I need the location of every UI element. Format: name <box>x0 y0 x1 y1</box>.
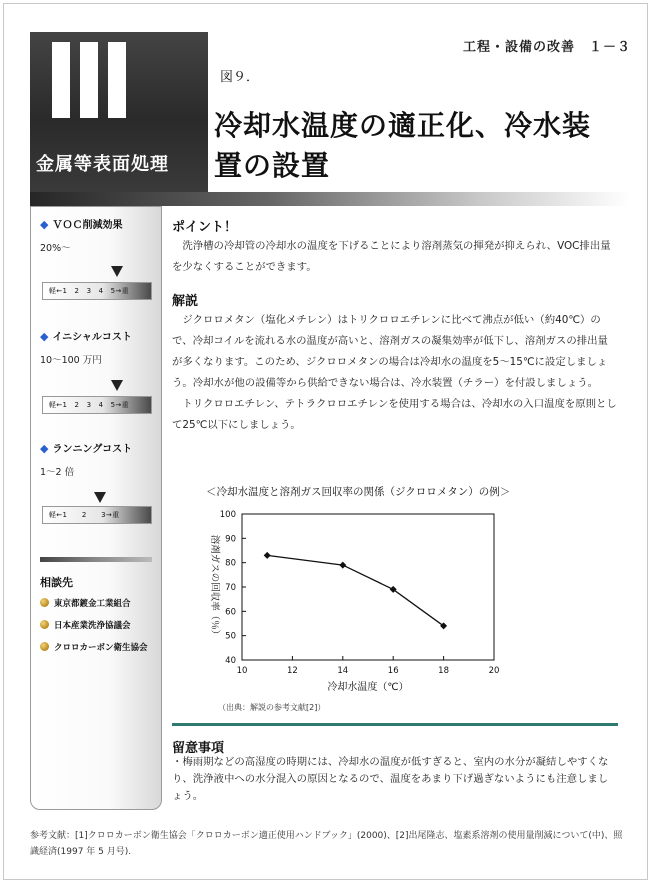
y-tick-label: 80 <box>225 558 236 569</box>
x-tick-label: 20 <box>488 666 500 676</box>
x-tick-label: 10 <box>236 666 248 676</box>
running-cost-heading: ◆ ランニングコスト <box>40 442 133 455</box>
x-axis-label: 冷却水温度（℃） <box>327 682 409 693</box>
y-tick-label: 40 <box>225 656 236 666</box>
figure-label: 図９． <box>220 70 260 85</box>
point-heading: ポイント！ <box>172 220 238 235</box>
running-cost-value: 1～2 倍 <box>40 467 75 478</box>
coin-bullet-icon <box>40 620 49 629</box>
voc-heading: ◆ ＶＯＣ削減効果 <box>40 218 123 231</box>
x-tick-label: 16 <box>387 666 399 676</box>
diamond-icon: ◆ <box>40 442 49 455</box>
y-tick-label: 90 <box>225 534 236 545</box>
contact-item: 日本産業洗浄協議会 <box>40 619 131 631</box>
y-tick-label: 60 <box>225 607 236 618</box>
y-tick-label: 70 <box>225 583 236 593</box>
sidebar-divider <box>40 557 152 562</box>
coin-bullet-icon <box>40 598 49 607</box>
notes-heading: 留意事項 <box>172 741 225 756</box>
plot-area <box>242 514 494 660</box>
contact-item: クロロカーボン衛生協会 <box>40 641 148 653</box>
x-tick-label: 12 <box>286 666 298 676</box>
notes-text: ・梅雨期などの高湿度の時期には、冷却水の温度が低すぎると、室内の水分が凝結しやすくなり、洗浄液中への水分混入の原因となるので、温度をあまり下げ過ぎないようにも注意しましょう。 <box>172 756 609 802</box>
point-text: 洗浄槽の冷却管の冷却水の温度を下げることにより溶剤蒸気の揮発が抑えられ、VOC排出量を少なくすることができます。 <box>172 240 611 273</box>
coin-bullet-icon <box>40 642 49 651</box>
header-gradient-bar <box>30 192 630 206</box>
x-tick-label: 18 <box>438 666 450 676</box>
notes-divider <box>172 723 618 726</box>
running-cost-level-marker <box>94 492 106 503</box>
contact-item: 東京都鍍金工業組合 <box>40 597 131 609</box>
explanation-heading: 解説 <box>172 294 199 309</box>
voc-scale: 軽←1 2 3 4 5→重 <box>42 282 152 300</box>
initial-cost-scale: 軽←1 2 3 4 5→重 <box>42 396 152 414</box>
y-tick-label: 100 <box>219 510 236 520</box>
x-tick-label: 14 <box>337 666 349 676</box>
voc-level-marker <box>111 266 123 277</box>
diamond-icon: ◆ <box>40 330 49 343</box>
diamond-icon: ◆ <box>40 218 49 231</box>
chart-source: （出典：解説の参考文献[2]） <box>218 703 326 712</box>
page-title-line1: 冷却水温度の適正化、冷水装 <box>214 109 592 142</box>
y-axis-label: 溶剤ガスの回収率（％） <box>209 534 220 640</box>
initial-cost-heading: ◆ イニシャルコスト <box>40 330 132 343</box>
y-tick-label: 50 <box>225 631 236 642</box>
chart-title: ＜冷却水温度と溶剤ガス回収率の関係（ジクロロメタン）の例＞ <box>206 486 511 498</box>
initial-cost-level-marker <box>111 380 123 391</box>
explanation-paragraph: トリクロロエチレン、テトラクロロエチレンを使用する場合は、冷却水の入口温度を原則として25℃以下にしましょう。 <box>172 398 617 431</box>
running-cost-scale: 軽←1 2 3→重 <box>42 506 152 524</box>
explanation-text <box>172 310 618 436</box>
page-title-line2: 置の設置 <box>214 149 331 182</box>
recovery-rate-chart <box>172 500 522 700</box>
roman-numeral <box>30 30 140 122</box>
explanation-paragraph: ジクロロメタン（塩化メチレン）はトリクロロエチレンに比べて沸点が低い（約40℃）ので、冷却コイルを流れる水の温度が高いと、溶剤ガスの凝集効率が低下し、溶剤ガスの排出量が多くなります。このため、ジクロロメタンの場合は冷却水の温度を5～15℃に設定しましょう。冷却水が他の設備等から供給できない場合は、冷水装置（チラー）を付設しましょう。 <box>172 314 608 389</box>
section-number-label: 工程・設備の改善 １－３ <box>462 40 631 55</box>
voc-value: 20%～ <box>40 243 71 254</box>
category-label: 金属等表面処理 <box>36 154 169 175</box>
initial-cost-value: 10～100 万円 <box>40 355 102 366</box>
contacts-heading: 相談先 <box>40 576 73 589</box>
references-footnote: 参考文献：[1]クロロカーボン衛生協会「クロロカーボン適正使用ハンドブック」(2000)、[2]出尾隆志、塩素系溶剤の使用量削減について(中)、照識経済(1997 年 5 月号). <box>30 831 623 857</box>
